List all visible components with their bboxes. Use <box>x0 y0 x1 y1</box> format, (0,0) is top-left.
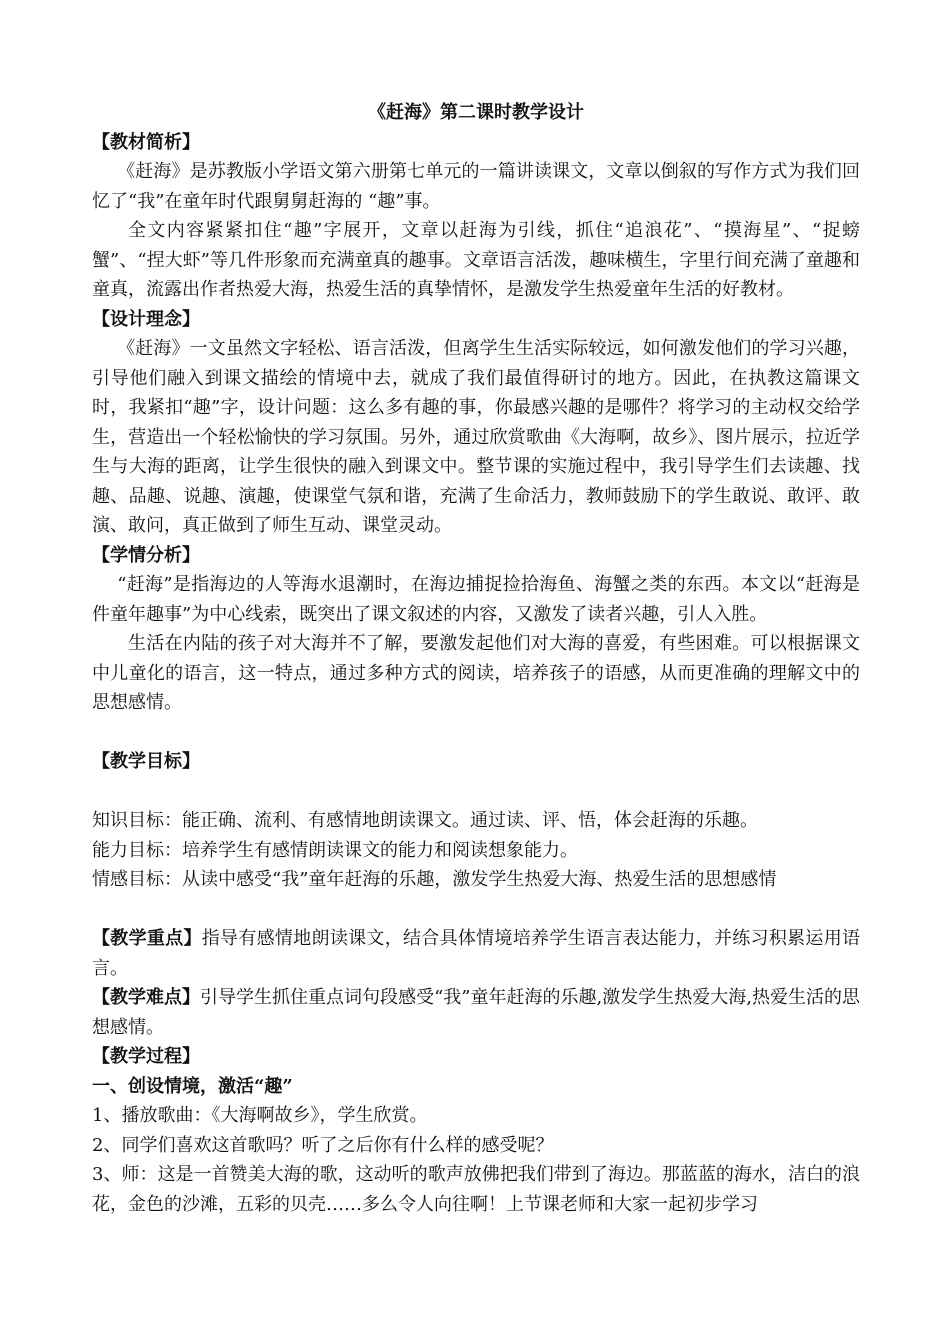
difficulties-text: 引导学生抓住重点词句段感受“我”童年赶海的乐趣,激发学生热爱大海,热爱生活的思想感情。 <box>92 987 860 1038</box>
key-points-text: 指导有感情地朗读课文，结合具体情境培养学生语言表达能力，并练习积累运用语言。 <box>92 928 861 979</box>
spacer <box>92 718 860 748</box>
heading-material-analysis: 【教材简析】 <box>92 131 200 153</box>
subheading-create-situation: 一、创设情境，激活“趣” <box>92 1075 293 1097</box>
goal-emotion: 情感目标：从读中感受“我”童年赶海的乐趣，激发学生热爱大海、热爱生活的思想感情 <box>92 869 777 890</box>
heading-key-points: 【教学重点】 <box>92 928 202 949</box>
spacer <box>92 895 860 925</box>
heading-design-concept: 【设计理念】 <box>92 308 200 330</box>
paragraph-key-points <box>92 924 860 983</box>
step-3: 3、师：这是一首赞美大海的歌，这动听的歌声放佛把我们带到了海边。那蓝蓝的海水，洁白的浪花，金色的沙滩，五彩的贝壳……多么令人向往啊！上节课老师和大家一起初步学习 <box>92 1164 860 1215</box>
step-1: 1、播放歌曲：《大海啊故乡》，学生欣赏。 <box>92 1105 428 1126</box>
spacer <box>92 777 860 807</box>
paragraph-difficulties <box>92 983 860 1042</box>
paragraph-learner-2: 生活在内陆的孩子对大海并不了解，要激发起他们对大海的喜爱，有些困难。可以根据课文中儿童化的语言，这一特点，通过多种方式的阅读，培养孩子的语感，从而更准确的理解文中的思想感情。 <box>92 633 860 713</box>
heading-learner-analysis: 【学情分析】 <box>92 544 200 566</box>
heading-difficulties: 【教学难点】 <box>92 987 201 1008</box>
paragraph-design-1: 《赶海》一文虽然文字轻松、语言活泼，但离学生生活实际较远，如何激发他们的学习兴趣，引导他们融入到课文描绘的情境中去，就成了我们最值得研讨的地方。因此，在执教这篇课文时，我紧扣“趣”字，设计问题：这么多有趣的事，你最感兴趣的是哪件？将学习的主动权交给学生，营造出一个轻松愉快的学习氛围。另外，通过欣赏歌曲《大海啊，故乡》、图片展示，拉近学生与大海的距离，让学生很快的融入到课文中。整节课的实施过程中，我引导学生们去读趣、找趣、品趣、说趣、演趣，使课堂气氛和谐，充满了生命活力，教师鼓励下的学生敢说、敢评、敢演、敢问，真正做到了师生互动、课堂灵动。 <box>92 338 860 536</box>
heading-teaching-goals: 【教学目标】 <box>92 751 200 772</box>
heading-teaching-process: 【教学过程】 <box>92 1046 200 1067</box>
paragraph-material-2: 全文内容紧紧扣住“趣”字展开，文章以赶海为引线，抓住“追浪花”、“摸海星”、“捉螃蟹”、“捏大虾”等几件形象而充满童真的趣事。文章语言活泼，趣味横生，字里行间充满了童趣和童真，流露出作者热爱大海，热爱生活的真挚情怀，是激发学生热爱童年生活的好教材。 <box>92 220 860 300</box>
document-title: 《赶海》第二课时教学设计 <box>368 102 584 123</box>
step-2: 2、同学们喜欢这首歌吗？听了之后你有什么样的感受呢？ <box>92 1134 554 1156</box>
paragraph-learner-1: “赶海”是指海边的人等海水退潮时，在海边捕捉捡拾海鱼、海蟹之类的东西。本文以“赶海是件童年趣事”为中心线索，既突出了课文叙述的内容，又激发了读者兴趣，引人入胜。 <box>92 574 860 625</box>
document-body <box>92 98 860 1219</box>
goal-knowledge: 知识目标：能正确、流利、有感情地朗读课文。通过读、评、悟，体会赶海的乐趣。 <box>92 810 758 831</box>
goal-ability: 能力目标：培养学生有感情朗读课文的能力和阅读想象能力。 <box>92 839 578 861</box>
paragraph-material-1: 《赶海》是苏教版小学语文第六册第七单元的一篇讲读课文，文章以倒叙的写作方式为我们回忆了“我”在童年时代跟舅舅赶海的 “趣”事。 <box>92 161 860 212</box>
